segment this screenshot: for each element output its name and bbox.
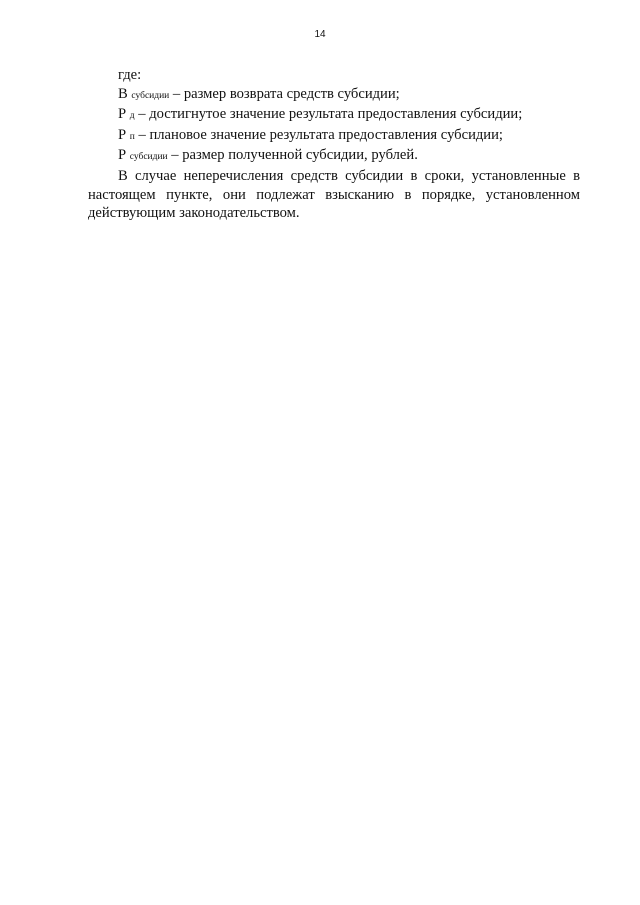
definition-text: – размер полученной субсидии, рублей.	[167, 147, 418, 164]
definition-symbol: В	[118, 85, 128, 102]
where-label: где:	[118, 67, 142, 83]
definition-text: – плановое значение результата предоставления субсидии;	[134, 126, 503, 143]
definition-achieved-value	[88, 105, 580, 126]
definition-symbol: Р	[118, 147, 127, 164]
definition-symbol: Р	[118, 126, 127, 143]
definition-subscript: субсидии	[129, 152, 168, 163]
definition-text: – размер возврата средств субсидии;	[169, 85, 400, 102]
definition-planned-value	[88, 126, 580, 147]
document-body	[88, 66, 580, 223]
definition-symbol: Р	[118, 106, 127, 123]
definition-subscript: субсидии	[131, 90, 170, 101]
definition-refund-amount	[88, 85, 580, 106]
definition-received-subsidy	[88, 146, 580, 167]
page-number: 14	[314, 29, 326, 40]
closing-paragraph: В случае неперечисления средств субсидии в сроки, установленные в настоящем пункте, они подлежат взысканию в порядке, установленном действующим законодательством.	[88, 167, 580, 222]
definition-subscript: п	[129, 131, 135, 142]
definition-subscript: д	[129, 111, 135, 122]
definition-text: – достигнутое значение результата предоставления субсидии;	[134, 106, 523, 123]
